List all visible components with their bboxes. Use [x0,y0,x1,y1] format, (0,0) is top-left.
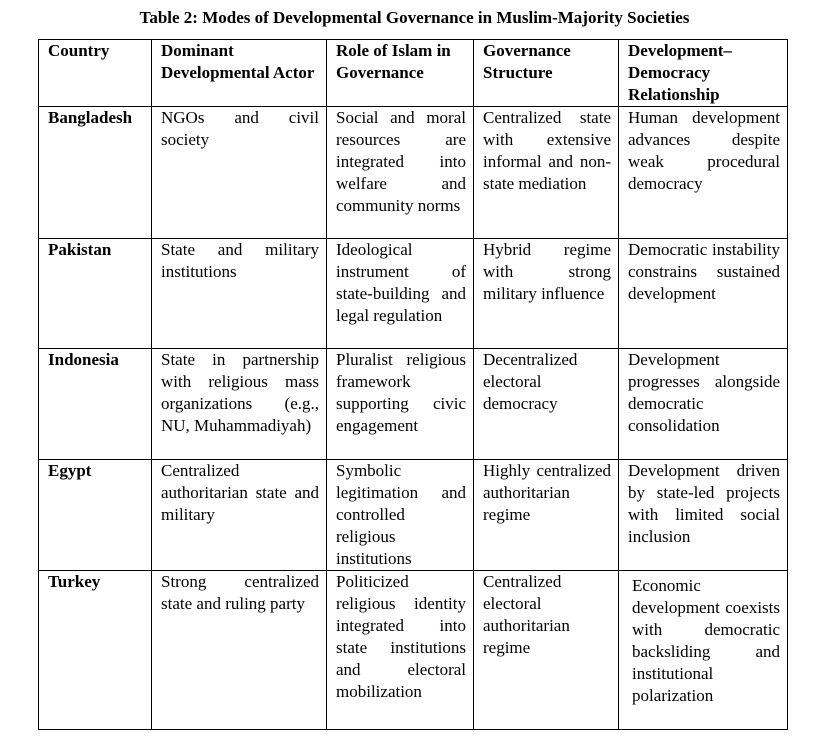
actor-cell: Strong centralized state and ruling party [152,571,327,730]
islam-role-cell: Symbolic legitimation and controlled religious institutions [327,460,474,571]
country-cell: Bangladesh [39,107,152,239]
islam-role-cell: Pluralist religious framework supporting civic engagement [327,349,474,460]
table-row [39,460,788,571]
structure-cell: Highly centralized authoritarian regime [474,460,619,571]
table-row [39,349,788,460]
structure-cell: Hybrid regime with strong military influence [474,239,619,349]
header-islam-role: Role of Islam in Governance [327,40,474,107]
islam-role-cell: Politicized religious identity integrated into state institutions and electoral mobilization [327,571,474,730]
header-row [39,40,788,107]
header-development-democracy: Development–Democracy Relationship [619,40,788,107]
header-governance-structure: Governance Structure [474,40,619,107]
country-cell: Pakistan [39,239,152,349]
structure-cell: Centralized electoral authoritarian regime [474,571,619,730]
governance-table [38,39,788,730]
country-cell: Indonesia [39,349,152,460]
header-actor: Dominant Developmental Actor [152,40,327,107]
relationship-cell: Human development advances despite weak procedural democracy [619,107,788,239]
country-cell: Turkey [39,571,152,730]
relationship-cell: Democratic instability constrains sustained development [619,239,788,349]
actor-cell: State and military institutions [152,239,327,349]
islam-role-cell: Social and moral resources are integrated into welfare and community norms [327,107,474,239]
relationship-cell: Development driven by state-led projects with limited social inclusion [619,460,788,571]
islam-role-cell: Ideological instrument of state-building and legal regulation [327,239,474,349]
actor-cell: Centralized authoritarian state and military [152,460,327,571]
actor-cell: State in partnership with religious mass organizations (e.g., NU, Muhammadiyah) [152,349,327,460]
header-country: Country [39,40,152,107]
table-row [39,107,788,239]
table-row [39,571,788,730]
structure-cell: Centralized state with extensive informal and non-state mediation [474,107,619,239]
structure-cell: Decentralized electoral democracy [474,349,619,460]
relationship-cell: Development progresses alongside democratic consolidation [619,349,788,460]
country-cell: Egypt [39,460,152,571]
table-caption: Table 2: Modes of Developmental Governance in Muslim-Majority Societies [139,8,690,27]
relationship-cell: Economic development coexists with democratic backsliding and institutional polarization [619,571,788,730]
table-row [39,239,788,349]
actor-cell: NGOs and civil society [152,107,327,239]
